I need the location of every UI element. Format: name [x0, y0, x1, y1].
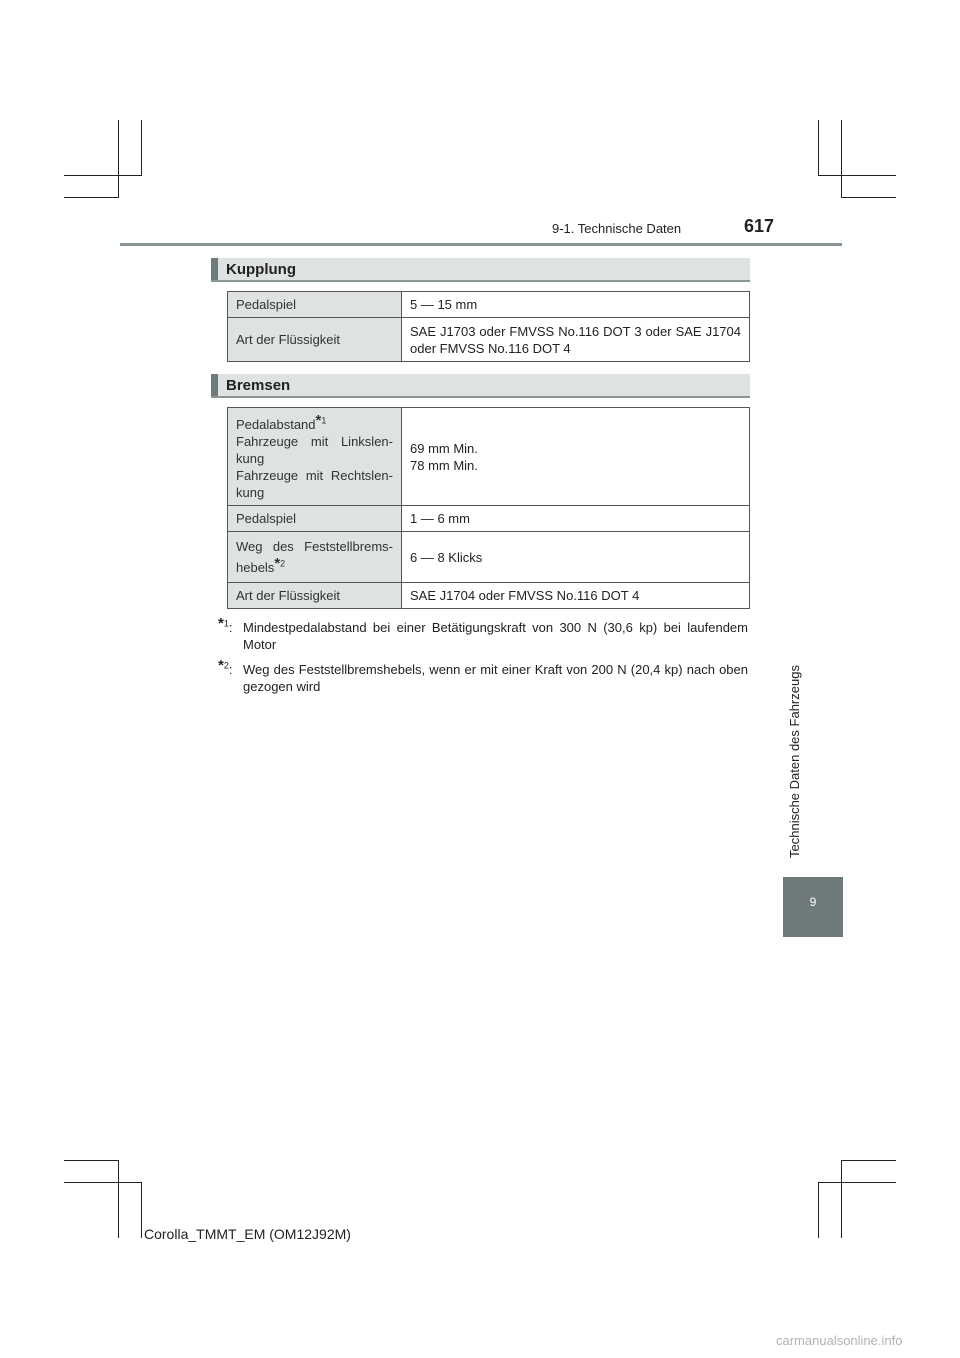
crop-mark [818, 120, 819, 176]
header-divider [120, 243, 842, 246]
chapter-tab [783, 877, 843, 937]
crop-mark [841, 120, 842, 198]
spec-key: Weg des Feststellbremshebels*$^2$ [228, 532, 402, 583]
table-row [228, 506, 750, 532]
footnote-number: 2 [223, 660, 229, 671]
spec-key [228, 408, 402, 506]
crop-mark [64, 175, 142, 176]
footnote-star: * [274, 555, 281, 572]
rhd-label: Fahrzeuge mit Rechtslenkung [236, 468, 393, 500]
spec-value: SAE J1704 oder FMVSS No.116 DOT 4 [402, 583, 750, 609]
footnote-text: Weg des Feststellbremshebels, wenn er mit einer Kraft von 200 N (20,4 kp) nach oben gezogen wird [243, 662, 748, 694]
spec-key: Art der Flüssigkeit [228, 318, 402, 362]
crop-mark [841, 197, 896, 198]
lhd-value: 69 mm Min. [410, 440, 478, 456]
lhd-label: Fahrzeuge mit Linkslenkung [236, 434, 393, 466]
footer-doc-id: Corolla_TMMT_EM (OM12J92M) [144, 1226, 351, 1242]
spec-value: 1 — 6 mm [402, 506, 750, 532]
spec-key: Pedalspiel [228, 506, 402, 532]
crop-mark [141, 1182, 142, 1238]
footnote-text: Mindestpedalabstand bei einer Betätigungskraft von 300 N (30,6 kp) bei laufendem Motor [243, 620, 748, 652]
footnote-number: 1 [321, 415, 327, 426]
section-title: Kupplung [226, 261, 296, 278]
crop-mark [818, 175, 896, 176]
footnote-number: 2 [280, 558, 286, 569]
spec-key: Art der Flüssigkeit [228, 583, 402, 609]
crop-mark [141, 120, 142, 176]
chapter-side-label: Technische Daten des Fahrzeugs [787, 665, 802, 858]
crop-mark [841, 1160, 896, 1161]
table-row [228, 532, 750, 583]
bremsen-table [227, 407, 750, 609]
page-number: 617 [744, 216, 775, 236]
spec-key: Pedalspiel [228, 292, 402, 318]
footnote-number: 1 [223, 618, 229, 629]
rhd-value: 78 mm Min. [410, 457, 478, 473]
spec-value [402, 408, 750, 506]
footnote-2: *$^2$: Weg des Feststellbremshebels, wenn er mit einer Kraft von 200 N (20,4 kp) nach oben gezogen wird [218, 657, 748, 694]
crop-mark [841, 1160, 842, 1238]
header-section-title: 9-1. Technische Daten [552, 221, 682, 236]
footnote-1: *$^1$: Mindestpedalabstand bei einer Betätigungskraft von 300 N (30,6 kp) bei laufendem Motor [218, 615, 748, 652]
crop-mark [818, 1182, 819, 1238]
pedalabstand-label: Pedalabstand*$^1$ [236, 412, 327, 432]
crop-mark [64, 197, 119, 198]
section-header-bremsen [211, 374, 750, 398]
crop-mark [818, 1182, 896, 1183]
spec-value: SAE J1703 oder FMVSS No.116 DOT 3 oder SAE J1704 oder FMVSS No.116 DOT 4 [402, 318, 750, 362]
footnote-star: * [218, 657, 224, 674]
spec-value: 6 — 8 Klicks [402, 532, 750, 583]
section-marker [211, 374, 218, 396]
crop-mark [118, 1160, 119, 1238]
section-marker [211, 258, 218, 280]
crop-mark [118, 120, 119, 198]
crop-mark [64, 1160, 119, 1161]
table-row [228, 292, 750, 318]
section-title: Bremsen [226, 377, 291, 394]
footnote-star: * [315, 412, 322, 429]
crop-mark [64, 1182, 142, 1183]
table-row [228, 583, 750, 609]
footnote-star: * [218, 615, 224, 632]
table-row [228, 408, 750, 506]
table-row [228, 318, 750, 362]
watermark: carmanualsonline.info [776, 1333, 903, 1348]
spec-value: 5 — 15 mm [402, 292, 750, 318]
section-header-kupplung [211, 258, 750, 282]
kupplung-table [227, 291, 750, 362]
chapter-number: 9 [809, 895, 817, 909]
